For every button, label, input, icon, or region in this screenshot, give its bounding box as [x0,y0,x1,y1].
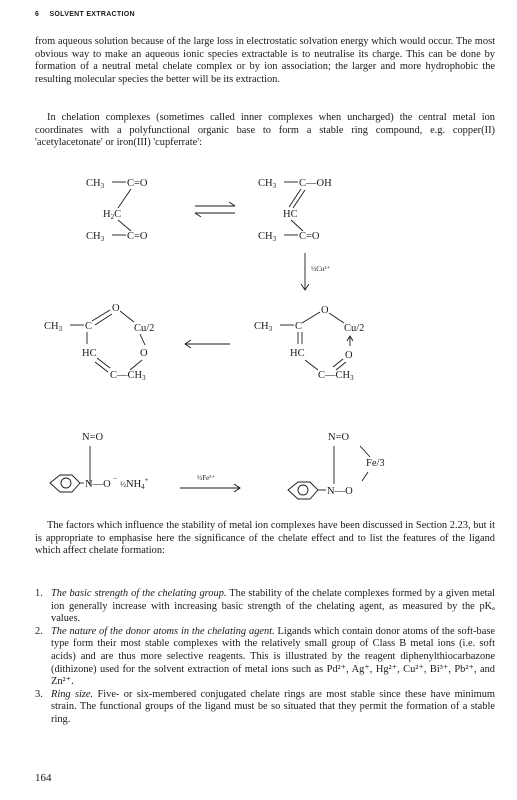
list-item-number: 2. [35,625,43,637]
svg-text:HC: HC [82,348,97,359]
list-item-heading: Ring size. [51,688,94,700]
iron-cupferrate [288,432,385,499]
svg-text:C—CH3: C—CH3 [110,370,146,382]
svg-text:Cu/2: Cu/2 [134,323,155,334]
svg-text:C: C [295,321,303,332]
svg-text:−: − [113,475,117,483]
running-head-marker: 6 [35,11,40,18]
svg-text:N=O: N=O [82,432,104,443]
svg-text:N—O: N—O [327,486,353,497]
copper-acetylacetonate-left [44,303,154,382]
svg-text:O: O [345,350,353,361]
svg-text:Fe/3: Fe/3 [366,458,385,469]
list-item [35,689,495,727]
svg-text:CH3: CH3 [86,178,105,190]
svg-text:C: C [85,321,93,332]
list-item-number: 1. [35,588,43,599]
svg-text:O: O [140,348,148,359]
list-item [35,588,495,626]
reaction-arrow-left [185,340,230,348]
svg-text:C=O: C=O [127,178,148,189]
paragraph-chelation: In chelation complexes (sometimes called inner complexes when uncharged) the central metal ion coordinates with a polyfunctional organic base to form a stable ring compound, e.g. copper(II) 'acetylacetonate' or iron(III) 'cupferrate': [35,112,495,149]
paragraph-intro: from aqueous solution because of the large loss in electrostatic solvation energy which would occur. The most obvious way to make an aqueous ionic species extractable is to neutralise its charge. This can be done by formation of a neutral metal chelate complex or by ion association; the larger and more hydrophobic the resulting molecular species the better will be its extraction. [35,36,495,85]
list-item [35,626,495,689]
svg-text:N=O: N=O [328,432,350,443]
acetylacetone-keto [86,178,148,243]
cupferron-ammonium-salt [50,432,149,492]
page-number: 164 [35,772,52,784]
svg-text:CH3: CH3 [44,321,63,333]
svg-text:O: O [112,303,120,314]
svg-text:½NH34+: ½NH4+ [120,476,149,491]
list-item-text: Five- or six-membered conjugated chelate rings are most stable since these have minimum strain. The functional groups of the ligand must be so situated that they permit the formation of a stable ring. [51,688,496,725]
svg-text:CH3: CH3 [254,321,273,333]
svg-text:C—CH3: C—CH3 [318,370,354,382]
paragraph-factors: The factors which influence the stability of metal ion complexes have been discussed in Section 2.23, but it is appropriate to emphasise here the significance of the chelate effect and to list the features of the ligand which affect chelate formation: [35,520,495,557]
svg-text:O: O [321,305,329,316]
running-head-title: SOLVENT EXTRACTION [49,11,135,18]
copper-acetylacetonate-right [254,305,364,382]
svg-text:C—OH: C—OH [299,178,332,189]
list-item-number: 3. [35,688,43,700]
list-item-heading: The basic strength of the chelating group. [51,588,227,599]
svg-text:C=O: C=O [127,231,148,242]
svg-text:C=O: C=O [299,231,320,242]
iron-addition-arrow [180,474,240,492]
svg-text:CH3: CH3 [258,231,277,243]
equilibrium-arrows [195,202,235,217]
svg-text:CH3: CH3 [86,231,105,243]
svg-text:⅓Fe³⁺: ⅓Fe³⁺ [197,474,216,482]
svg-text:CH3: CH3 [258,178,277,190]
ligand-features-list [35,588,495,727]
svg-text:H2C: H2C [103,209,122,221]
svg-text:Cu/2: Cu/2 [344,323,365,334]
list-item-text: The stability of the chelate complexes formed by a given metal ion generally increase with increasing basic strength of the chelating agent, as measured by the pKₐ values. [51,588,495,625]
acetylacetone-enol [258,178,332,243]
running-head [35,11,135,18]
list-item-heading: The nature of the donor atoms in the chelating agent. [51,625,275,637]
svg-text:N—O: N—O [85,479,111,490]
svg-text:½Cu²⁺: ½Cu²⁺ [311,265,331,273]
svg-text:HC: HC [290,348,305,359]
list-item-text: Ligands which contain donor atoms of the soft-base type form their most stable complexes with the relatively small group of Class B metal ions (i.e. soft acids) and are thus more selective reagents. This is illustrated by the reagent diphenylthiocarbazone (dithizone) used for the solvent extraction of metal ions such as Pd²⁺, Ag⁺, Hg²⁺, Cu²⁺, Bi³⁺, Pb²⁺, and Zn²⁺. [51,625,495,688]
copper-addition-arrow [301,253,331,290]
svg-text:HC: HC [283,209,298,220]
